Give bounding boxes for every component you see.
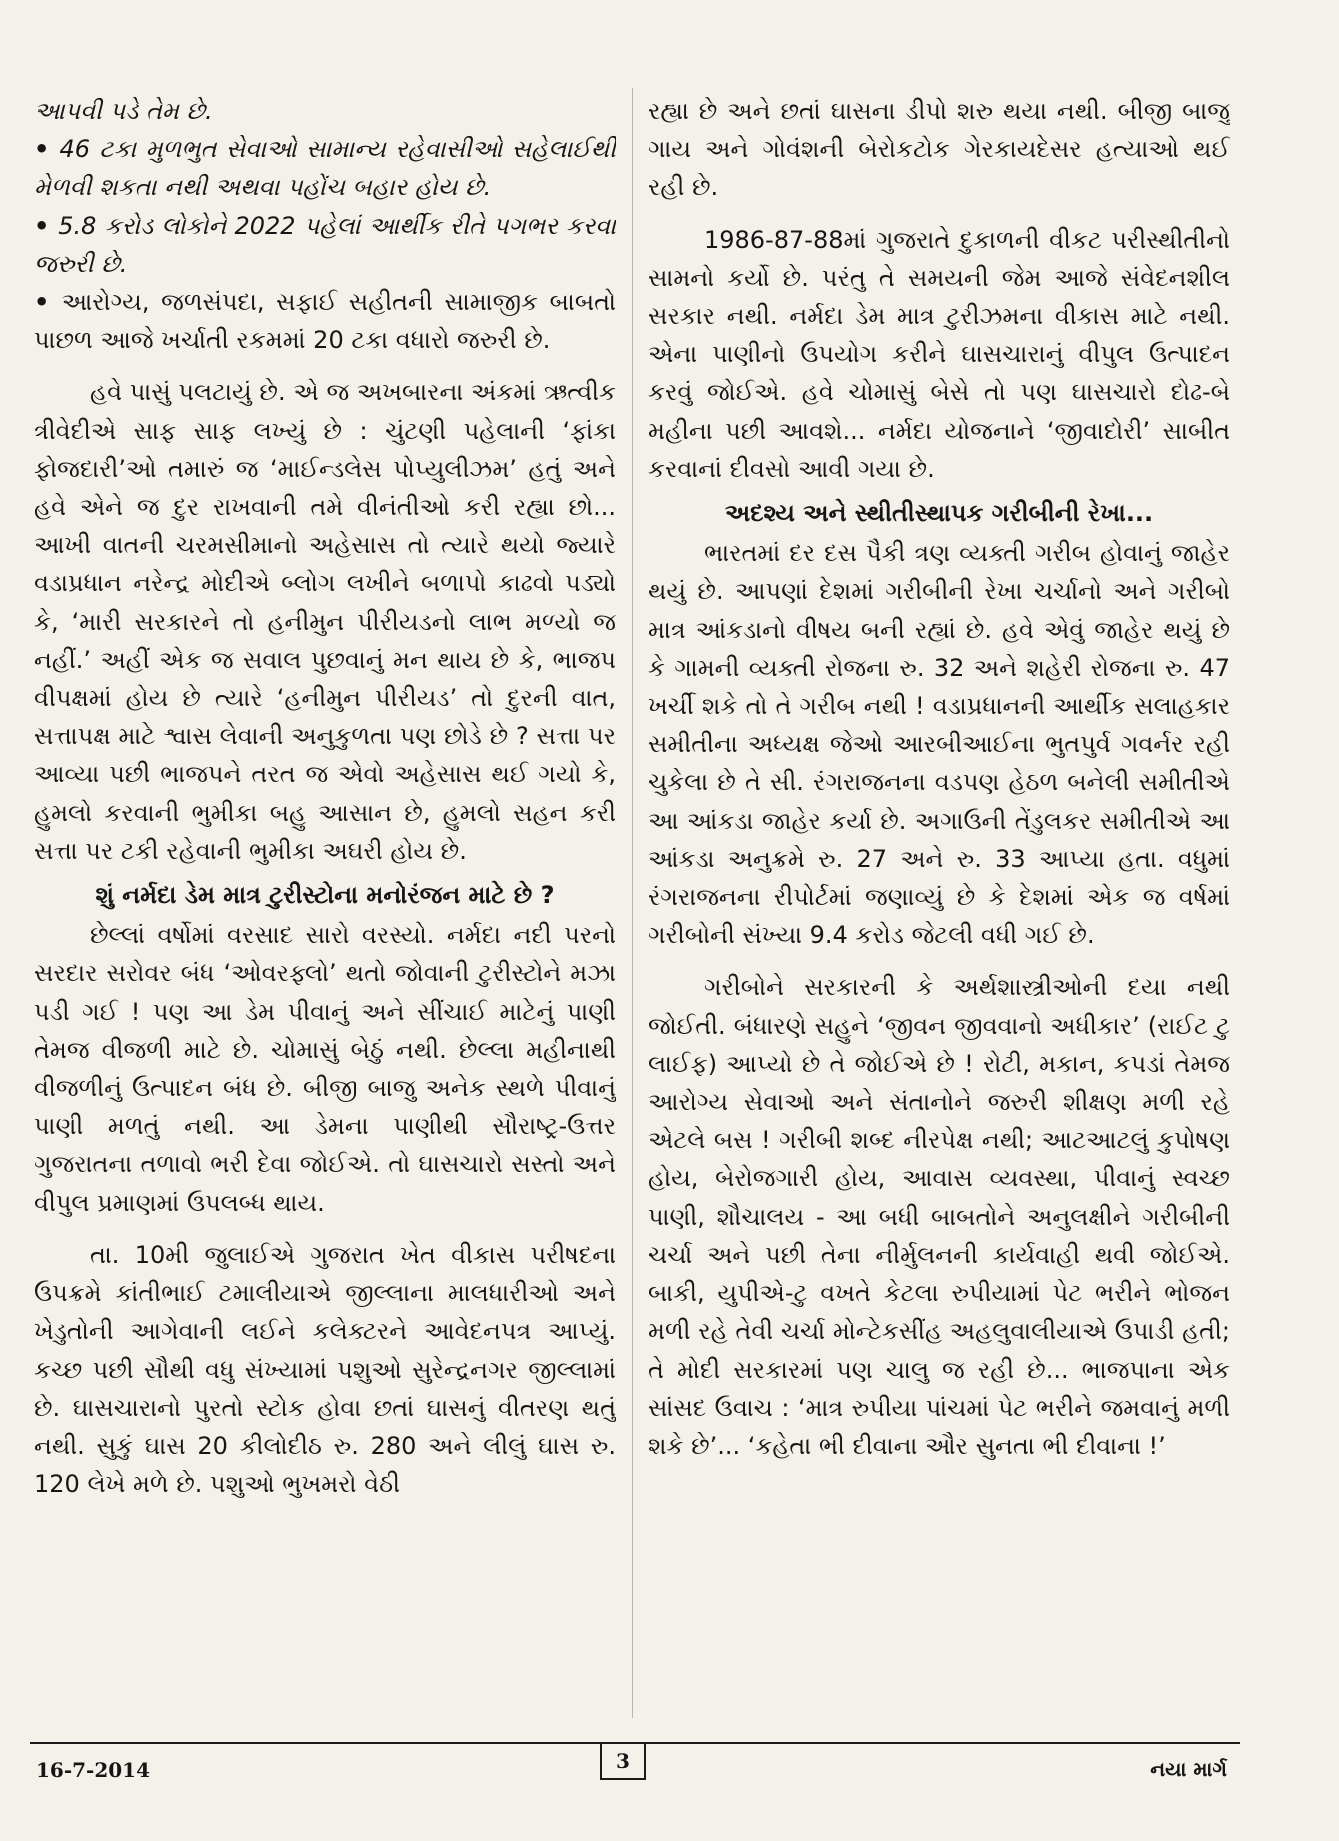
bullet-item: • 5.8 કરોડ લોકોને 2022 પહેલાં આર્થીક રીતે પગભર કરવા જરુરી છે.	[34, 207, 616, 283]
bullet-item: • આરોગ્ય, જળસંપદા, સફાઈ સહીતની સામાજીક બાબતો પાછળ આજે ખર્ચાતી રકમમાં 20 ટકા વધારો જરુરી છે.	[34, 283, 616, 359]
paragraph: 1986-87-88માં ગુજરાતે દુકાળની વીકટ પરીસ્થીતીનો સામનો કર્યો છે. પરંતુ તે સમયની જેમ આજે સંવેદનશીલ સરકાર નથી. નર્મદા ડેમ માત્ર ટુરીઝમના વીકાસ માટે નથી. એના પાણીનો ઉપયોગ કરીને ઘાસચારાનું વીપુલ ઉત્પાદન કરવું જોઈએ. હવે ચોમાસું બેસે તો પણ ઘાસચારો દોઢ-બે મહીના પછી આવશે... નર્મદા યોજનાને ‘જીવાદોરી’ સાબીત કરવાનાં દીવસો આવી ગયા છે.	[648, 225, 1230, 483]
bullet-item: • 46 ટકા મુળભુત સેવાઓ સામાન્ય રહેવાસીઓ સહેલાઈથી મેળવી શકતા નથી અથવા પહોંચ બહાર હોય છે.	[34, 130, 616, 206]
column-divider	[632, 88, 633, 1718]
paragraph: આપવી પડે તેમ છે.	[34, 97, 213, 125]
publication-name: નયા માર્ગ	[1150, 1757, 1227, 1781]
paragraph: તા. 10મી જુલાઈએ ગુજરાત ખેત વીકાસ પરીષદના ઉપક્રમે કાંતીભાઈ ટમાલીયાએ જીલ્લાના માલધારીઓ અને ખેડુતોની આગેવાની લઈને કલેક્ટરને આવેદનપત્ર આપ્યું. કચ્છ પછી સૌથી વધુ સંખ્યામાં પશુઓ સુરેન્દ્રનગર જીલ્લામાં છે. ઘાસચારાનો પુરતો સ્ટોક હોવા છતાં ઘાસનું વીતરણ થતું નથી. સુકું ઘાસ 20 કીલોદીઠ રુ. 280 અને લીલું ઘાસ રુ. 120 લેખે મળે છે. પશુઓ ભુખમરો વેઠી	[34, 1240, 616, 1499]
issue-date: 16-7-2014	[36, 1758, 151, 1782]
page-number: 3	[600, 1744, 646, 1780]
section-heading: શું નર્મદા ડેમ માત્ર ટુરીસ્ટોના મનોરંજન માટે છે ?	[95, 881, 555, 910]
paragraph: છેલ્લાં વર્ષોમાં વરસાદ સારો વરસ્યો. નર્મદા નદી પરનો સરદાર સરોવર બંધ ‘ઓવરફ્લો’ થતો જોવાની ટુરીસ્ટોને મઝા પડી ગઈ ! પણ આ ડેમ પીવાનું અને સીંચાઈ માટેનું પાણી તેમજ વીજળી માટે છે. ચોમાસું બેઠું નથી. છેલ્લા મહીનાથી વીજળીનું ઉત્પાદન બંધ છે. બીજી બાજુ અનેક સ્થળે પીવાનું પાણી મળતું નથી. આ ડેમના પાણીથી સૌરાષ્ટ્ર-ઉત્તર ગુજરાતના તળાવો ભરી દેવા જોઈએ. તો ઘાસચારો સસ્તો અને વીપુલ પ્રમાણમાં ઉપલબ્ધ થાય.	[34, 921, 616, 1217]
left-column	[34, 92, 616, 1722]
paragraph: ગરીબોને સરકારની કે અર્થશાસ્ત્રીઓની દયા નથી જોઈતી. બંધારણે સહુને ‘જીવન જીવવાનો અધીકાર’ (રાઈટ ટુ લાઈફ) આપ્યો છે તે જોઈએ છે ! રોટી, મકાન, કપડાં તેમજ આરોગ્ય સેવાઓ અને સંતાનોને જરુરી શીક્ષણ મળી રહે એટલે બસ ! ગરીબી શબ્દ નીરપેક્ષ નથી; આટઆટલું કુપોષણ હોય, બેરોજગારી હોય, આવાસ વ્યવસ્થા, પીવાનું સ્વચ્છ પાણી, શૌચાલય - આ બધી બાબતોને અનુલક્ષીને ગરીબીની ચર્ચા અને પછી તેના નીર્મુલનની કાર્યવાહી થવી જોઈએ. બાકી, યુપીએ-ટુ વખતે કેટલા રુપીયામાં પેટ ભરીને ભોજન મળી રહે તેવી ચર્ચા મોન્ટેકસીંહ અહલુવાલીયાએ ઉપાડી હતી; તે મોદી સરકારમાં પણ ચાલુ જ રહી છે... ભાજપાના એક સાંસદ ઉવાચ : ‘માત્ર રુપીયા પાંચમાં પેટ ભરીને જમવાનું મળી શકે છે’... ‘કહેતા ભી દીવાના ઔર સુનતા ભી દીવાના !’	[648, 973, 1230, 1460]
right-column	[648, 92, 1230, 1722]
paragraph: હવે પાસું પલટાયું છે. એ જ અખબારના અંકમાં ઋત્વીક ત્રીવેદીએ સાફ સાફ લખ્યું છે : ચુંટણી પહેલાની ‘ફાંકા ફોજદારી’ઓ તમારું જ ‘માઈન્ડલેસ પોપ્યુલીઝમ’ હતું અને હવે એને જ દુર રાખવાની તમે વીનંતીઓ કરી રહ્યા છો... આખી વાતની ચરમસીમાનો અહેસાસ તો ત્યારે થયો જ્યારે વડાપ્રધાન નરેન્દ્ર મોદીએ બ્લોગ લખીને બળાપો કાઢવો પડ્યો કે, ‘મારી સરકારને તો હનીમુન પીરીયડનો લાભ મળ્યો જ નહીં.’ અહીં એક જ સવાલ પુછવાનું મન થાય છે કે, ભાજપ વીપક્ષમાં હોય છે ત્યારે ‘હનીમુન પીરીયડ’ તો દુરની વાત, સત્તાપક્ષ માટે શ્વાસ લેવાની અનુકુળતા પણ છોડે છે ? સત્તા પર આવ્યા પછી ભાજપને તરત જ એવો અહેસાસ થઈ ગયો કે, હુમલો કરવાની ભુમીકા બહુ આસાન છે, હુમલો સહન કરી સત્તા પર ટકી રહેવાની ભુમીકા અઘરી હોય છે.	[34, 378, 616, 865]
paragraph: રહ્યા છે અને છતાં ઘાસના ડીપો શરુ થયા નથી. બીજી બાજુ ગાય અને ગોવંશની બેરોકટોક ગેરકાયદેસર હત્યાઓ થઈ રહી છે.	[648, 97, 1230, 202]
section-heading: અદશ્ય અને સ્થીતીસ્થાપક ગરીબીની રેખા...	[724, 499, 1154, 528]
paragraph: ભારતમાં દર દસ પૈકી ત્રણ વ્યક્તી ગરીબ હોવાનું જાહેર થયું છે. આપણાં દેશમાં ગરીબીની રેખા ચર્ચાનો અને ગરીબો માત્ર આંકડાનો વીષય બની રહ્યાં છે. હવે એવું જાહેર થયું છે કે ગામની વ્યક્તી રોજના રુ. 32 અને શહેરી રોજના રુ. 47 ખર્ચી શકે તો તે ગરીબ નથી ! વડાપ્રધાનની આર્થીક સલાહકાર સમીતીના અધ્યક્ષ જેઓ આરબીઆઈના ભુતપુર્વ ગવર્નર રહી ચુકેલા છે તે સી. રંગરાજનના વડપણ હેઠળ બનેલી સમીતીએ આ આંકડા જાહેર કર્યા છે. અગાઉની તેંડુલકર સમીતીએ આ આંકડા અનુક્રમે રુ. 27 અને રુ. 33 આપ્યા હતા. વધુમાં રંગરાજનના રીપોર્ટમાં જણાવ્યું છે કે દેશમાં એક જ વર્ષમાં ગરીબોની સંખ્યા 9.4 કરોડ જેટલી વધી ગઈ છે.	[648, 539, 1230, 950]
